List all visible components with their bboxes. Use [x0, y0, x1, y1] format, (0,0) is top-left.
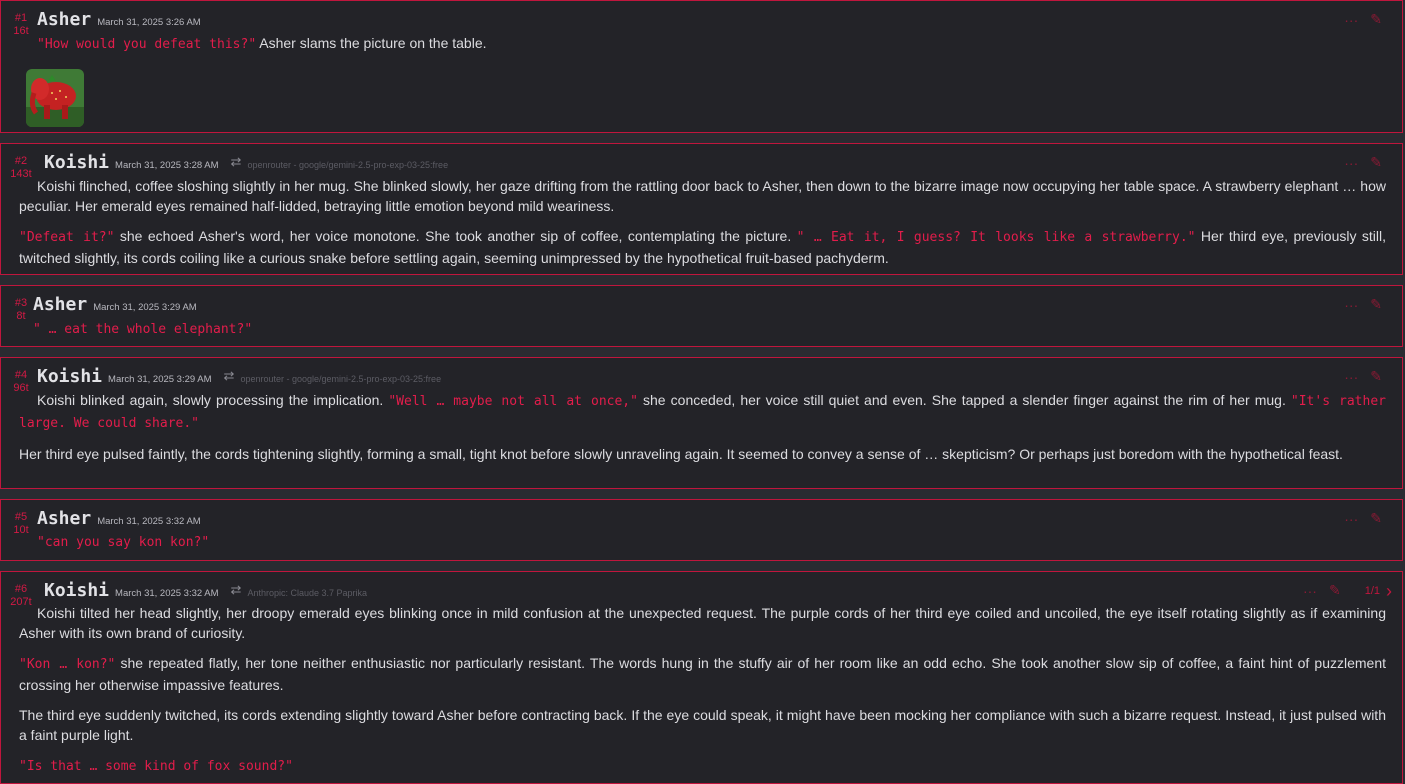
- more-options-icon[interactable]: ···: [1344, 296, 1359, 313]
- timestamp: March 31, 2025 3:32 AM: [115, 588, 219, 599]
- dialogue-quote: "Well … maybe not all at once,": [388, 394, 638, 409]
- narration: she conceded, her voice still quiet and even. She tapped a slender finger against the rim of her mug.: [637, 392, 1291, 408]
- message-actions: [1344, 296, 1382, 313]
- swipe-counter: 1/1: [1364, 584, 1380, 597]
- timestamp: March 31, 2025 3:29 AM: [93, 302, 197, 313]
- sender-name: Koishi: [44, 152, 110, 173]
- message: [0, 571, 1403, 784]
- more-options-icon[interactable]: ···: [1344, 368, 1359, 385]
- dialogue-quote: "Is that … some kind of fox sound?": [19, 759, 293, 774]
- message-index: #6: [14, 583, 28, 595]
- dialogue-quote: "It's rather large. We could share.": [19, 394, 1386, 431]
- message-actions: [1344, 154, 1382, 171]
- sender-name: Koishi: [37, 366, 103, 387]
- message-index: #2: [14, 155, 28, 167]
- more-options-icon[interactable]: ···: [1344, 11, 1359, 28]
- message-actions: [1344, 510, 1382, 527]
- dialogue-quote: " … Eat it, I guess? It looks like a strawberry.": [796, 230, 1196, 245]
- message-header: [37, 366, 441, 387]
- message: [0, 357, 1403, 489]
- message-text: [37, 33, 1386, 65]
- message-header: [37, 9, 201, 30]
- model-name: openrouter - google/gemini-2.5-pro-exp-03-25:free: [240, 374, 442, 384]
- message-actions: [1344, 11, 1382, 28]
- edit-pencil-icon[interactable]: ✎: [1370, 11, 1382, 27]
- sender-name: Asher: [37, 508, 92, 529]
- sender-name: Asher: [37, 9, 92, 30]
- message-text: [19, 176, 1386, 278]
- dialogue-quote: "Kon … kon?": [19, 657, 116, 672]
- dialogue-quote: "can you say kon kon?": [37, 535, 210, 550]
- more-options-icon[interactable]: ···: [1302, 582, 1317, 599]
- token-count: 96t: [13, 382, 29, 394]
- message-actions: [1303, 582, 1392, 599]
- narration: The third eye suddenly twitched, its cords extending slightly toward Asher before contracting back. If the eye could speak, it might have been mocking her compliance with such a bizarre request. Instead, it just pulsed with a faint purple light.: [19, 707, 1386, 743]
- timestamp: March 31, 2025 3:29 AM: [108, 374, 212, 385]
- model-name: openrouter - google/gemini-2.5-pro-exp-03-25:free: [247, 160, 449, 170]
- message-index: #1: [14, 12, 28, 24]
- message-text: [19, 390, 1386, 474]
- swap-icon: ⇄: [223, 368, 235, 383]
- timestamp: March 31, 2025 3:32 AM: [97, 516, 201, 527]
- message-header: [44, 152, 448, 173]
- token-count: 16t: [13, 25, 29, 37]
- message-index: #3: [14, 297, 28, 309]
- edit-pencil-icon[interactable]: ✎: [1370, 510, 1382, 526]
- dialogue-quote: " … eat the whole elephant?": [33, 322, 253, 337]
- message-actions: [1344, 368, 1382, 385]
- narration: she repeated flatly, her tone neither enthusiastic nor particularly resistant. The words hung in the stuffy air of her room like an odd echo. She took another slow sip of coffee, a faint hint of puzzlement crossing her otherwise impassive features.: [19, 655, 1387, 693]
- timestamp: March 31, 2025 3:28 AM: [115, 160, 219, 171]
- edit-pencil-icon[interactable]: ✎: [1370, 368, 1382, 384]
- message-text: [33, 318, 1386, 350]
- strawberry-elephant-image[interactable]: [26, 69, 84, 127]
- token-count: 143t: [10, 168, 32, 180]
- token-count: 10t: [13, 524, 29, 536]
- dialogue-quote: "Defeat it?": [19, 230, 115, 245]
- chevron-right-icon[interactable]: ›: [1386, 580, 1392, 601]
- message: [0, 143, 1403, 275]
- message-index: #4: [14, 369, 28, 381]
- message-header: [33, 294, 197, 315]
- more-options-icon[interactable]: ···: [1344, 154, 1359, 171]
- message-index: #5: [14, 511, 28, 523]
- token-count: 207t: [10, 596, 32, 608]
- message-text: [19, 603, 1386, 784]
- message-header: [37, 508, 201, 529]
- swap-icon: ⇄: [230, 154, 242, 169]
- message-text: [37, 531, 1386, 563]
- token-count: 8t: [16, 310, 26, 322]
- message: [0, 285, 1403, 347]
- message: [0, 0, 1403, 133]
- message-meta: [5, 12, 37, 38]
- swipe-control: [1364, 580, 1392, 601]
- narration: Her third eye, previously still, twitched slightly, its cords coiling like a curious snake before settling again, seeming unimpressed by the hypothetical fruit-based pachyderm.: [19, 228, 1387, 266]
- narration: Asher slams the picture on the table.: [256, 35, 487, 51]
- narration: Koishi flinched, coffee sloshing slightly in her mug. She blinked slowly, her gaze drifting from the rattling door back to Asher, then down to the bizarre image now occupying her table space. A strawberry elephant … how peculiar. Her emerald eyes remained half-lidded, betraying little emotion beyond mild weariness.: [19, 178, 1386, 214]
- dialogue-quote: "How would you defeat this?": [37, 37, 257, 52]
- more-options-icon[interactable]: ···: [1344, 510, 1359, 527]
- message: [0, 499, 1403, 561]
- narration: she echoed Asher's word, her voice monotone. She took another sip of coffee, contemplating the picture.: [114, 228, 797, 244]
- model-name: Anthropic: Claude 3.7 Paprika: [247, 588, 368, 598]
- swap-icon: ⇄: [230, 582, 242, 597]
- edit-pencil-icon[interactable]: ✎: [1328, 582, 1341, 598]
- narration: Koishi blinked again, slowly processing the implication.: [37, 392, 389, 408]
- message-header: [44, 580, 367, 601]
- edit-pencil-icon[interactable]: ✎: [1370, 296, 1382, 312]
- sender-name: Koishi: [44, 580, 110, 601]
- sender-name: Asher: [33, 294, 88, 315]
- narration: Koishi tilted her head slightly, her droopy emerald eyes blinking once in mild confusion at the unexpected request. The purple cords of her third eye coiled and uncoiled, the eye itself rotating slightly as if examining Asher with its own brand of curiosity.: [19, 605, 1386, 641]
- edit-pencil-icon[interactable]: ✎: [1370, 154, 1382, 170]
- message-meta: [5, 511, 37, 537]
- narration: Her third eye pulsed faintly, the cords tightening slightly, forming a small, tight knot before slowly unraveling again. It seemed to convey a sense of … skepticism? Or perhaps just boredom with the hypothetical feast.: [19, 446, 1343, 462]
- timestamp: March 31, 2025 3:26 AM: [97, 17, 201, 28]
